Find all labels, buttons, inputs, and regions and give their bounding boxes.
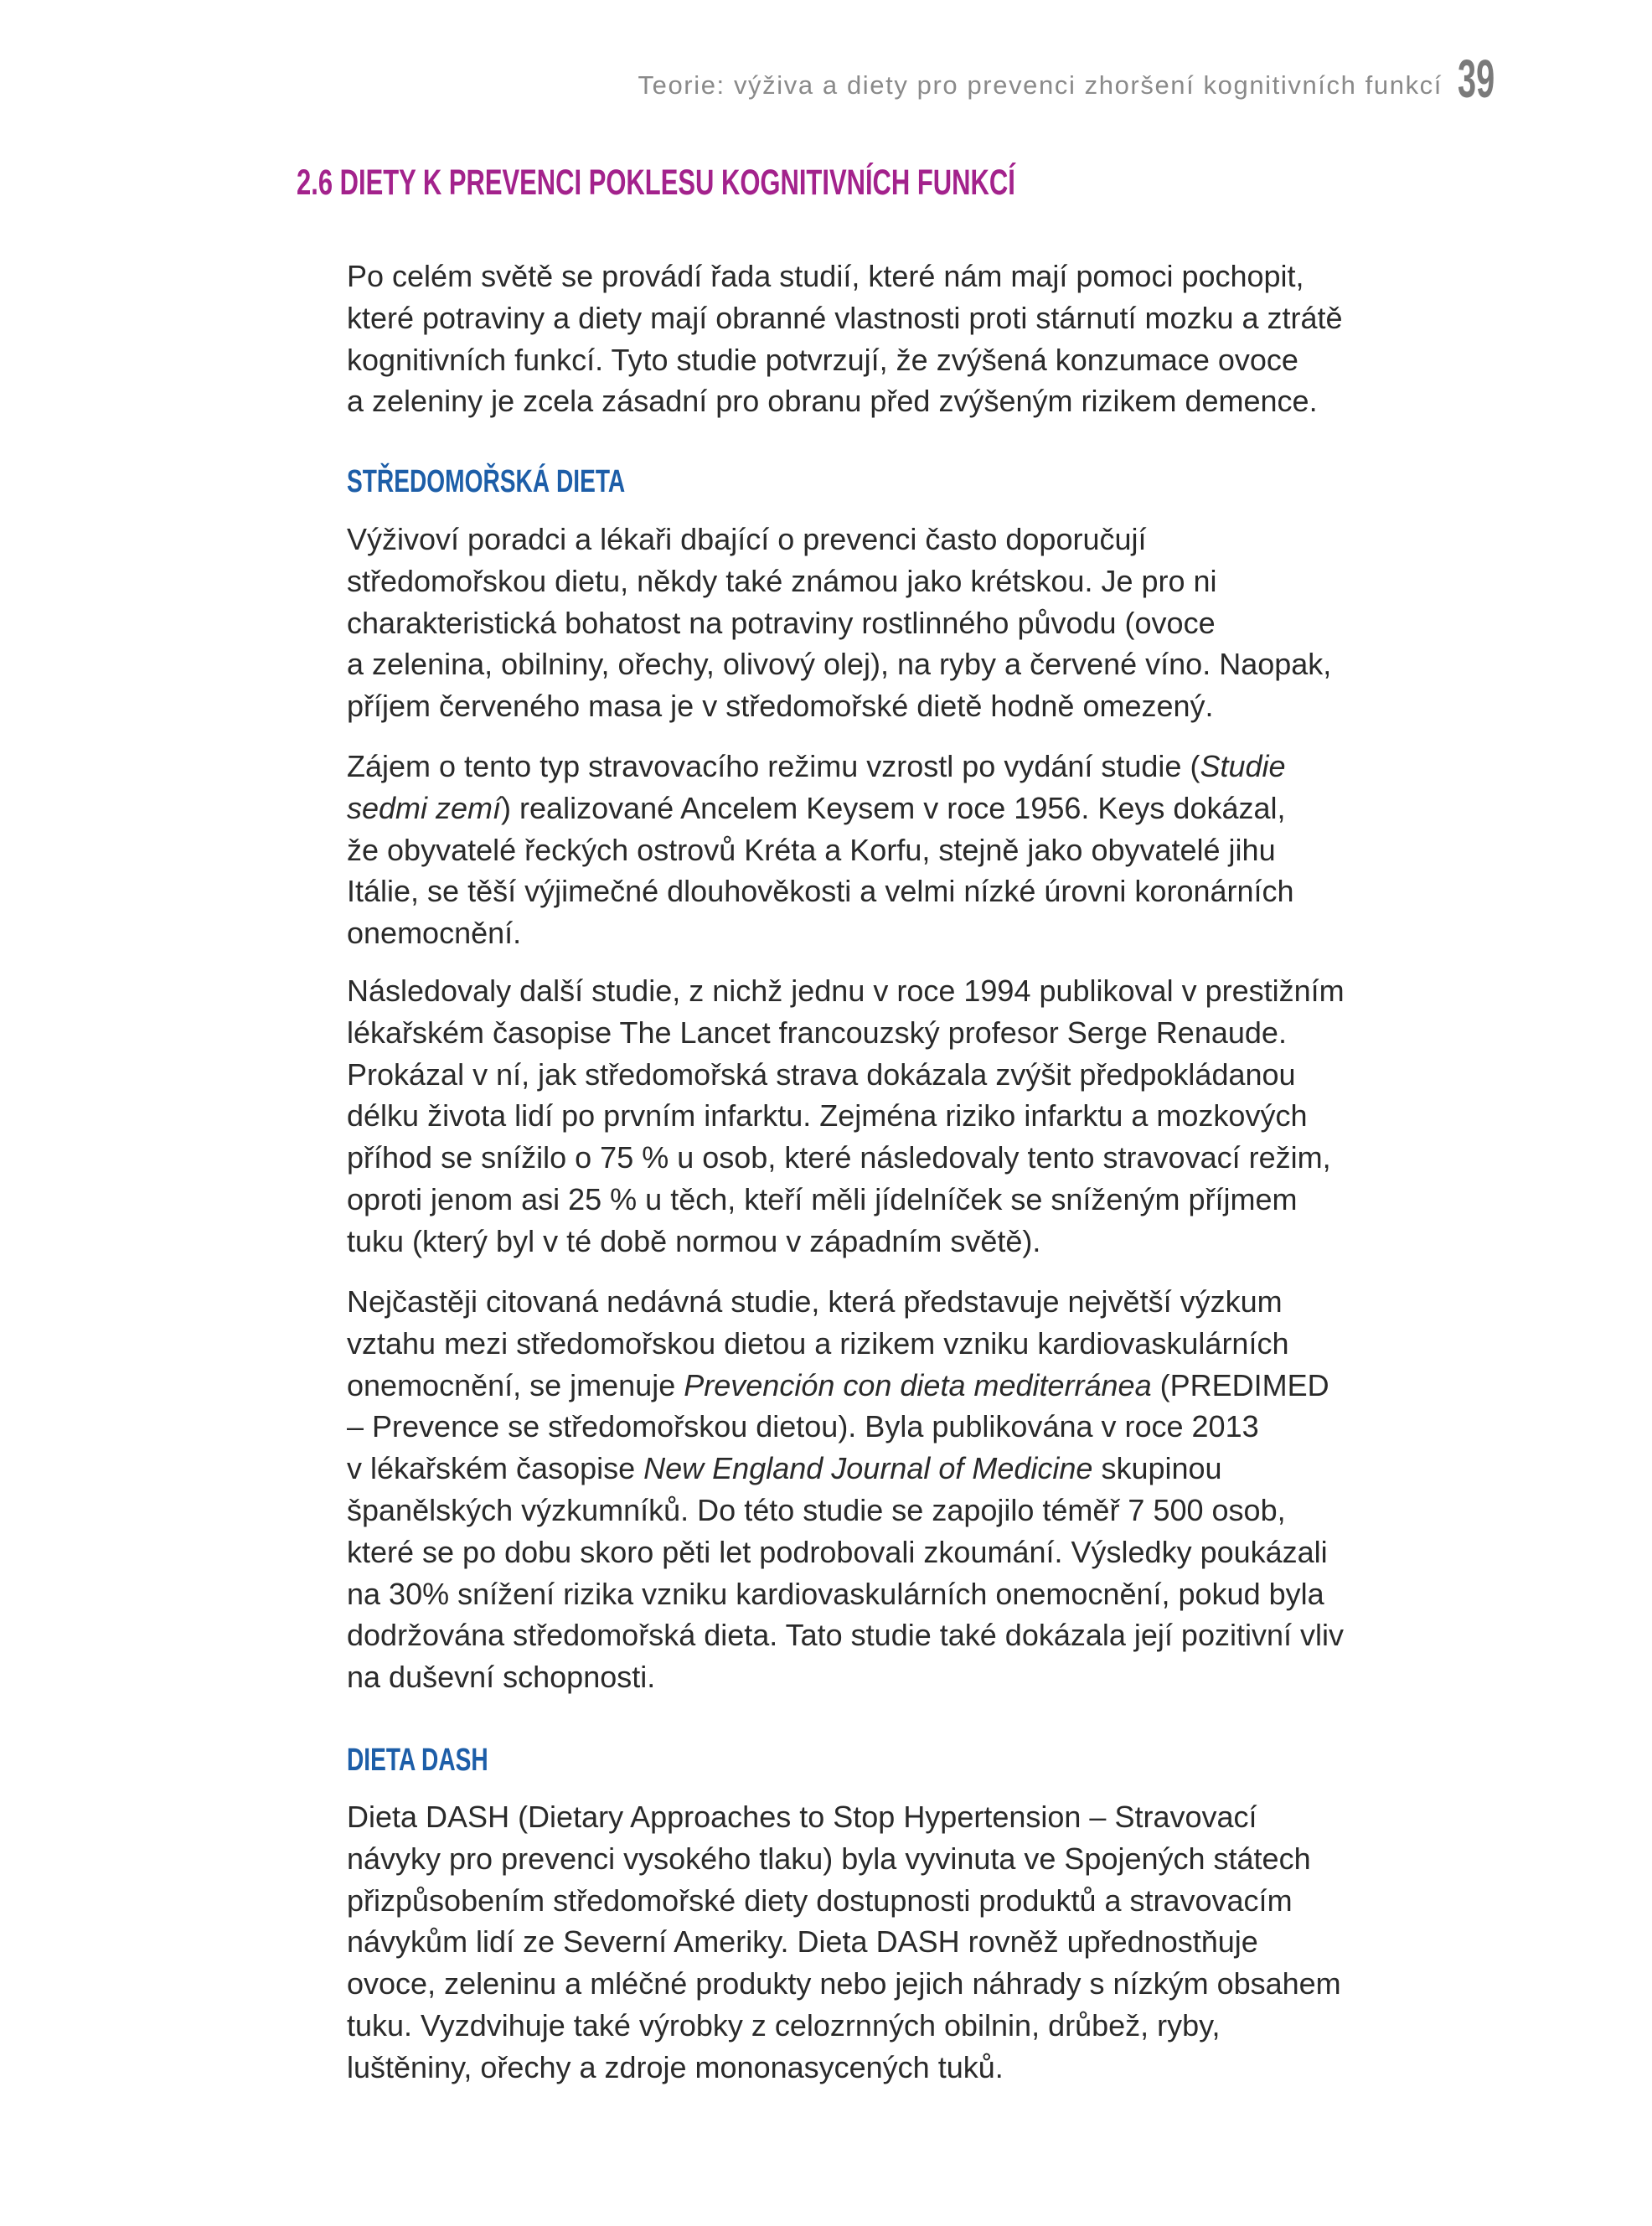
text-run: skupinou xyxy=(1092,1451,1222,1486)
text-run: Prokázal v ní, jak středomořská strava dokázala zvýšit předpokládanou xyxy=(347,1056,1296,1092)
text-run: Dieta DASH (Dietary Approaches to Stop Hypertension – Stravovací xyxy=(347,1800,1257,1834)
text-run: Itálie, se těší výjimečné dlouhověkosti a velmi nízké úrovni koronárních xyxy=(347,874,1294,909)
text-line xyxy=(347,643,1331,685)
text-run: Po celém světě se provádí řada studií, které nám mají pomoci pochopit, xyxy=(347,259,1304,293)
text-run: lékařském časopise The Lancet francouzský profesor Serge Renaude. xyxy=(347,1015,1287,1050)
text-line xyxy=(347,519,1331,560)
text-run: Následovaly další studie, z nichž jednu v roce 1994 publikoval v prestižním xyxy=(347,974,1345,1008)
text-run: oproti jenom asi 25 % u těch, kteří měli jídelníček se sníženým příjmem xyxy=(347,1181,1298,1216)
text-line xyxy=(347,1838,1341,1880)
page-number: 39 xyxy=(1458,49,1495,109)
text-run: a zeleniny je zcela zásadní pro obranu před zvýšeným rizikem demence. xyxy=(347,384,1318,419)
text-line xyxy=(347,256,1343,297)
text-line xyxy=(347,788,1294,829)
text-line xyxy=(347,1448,1344,1490)
text-line xyxy=(347,1179,1345,1221)
text-run: onemocnění. xyxy=(347,916,522,951)
text-line xyxy=(347,1880,1341,1922)
text-run: kognitivních funkcí. Tyto studie potvrzují, že zvýšená konzumace ovoce xyxy=(347,342,1298,377)
text-run: luštěniny, ořechy a zdroje mononasycených tuků. xyxy=(347,2049,1004,2084)
text-run: tuku. Vyzdvihuje také výrobky z celozrnných obilnin, drůbež, ryby, xyxy=(347,2007,1221,2043)
text-line xyxy=(347,1012,1345,1054)
italic-text: Studie xyxy=(1200,749,1286,783)
text-line xyxy=(347,1221,1345,1263)
running-header: Teorie: výživa a diety pro prevenci zhoršení kognitivních funkcí xyxy=(638,70,1443,100)
text-run: ovoce, zeleninu a mléčné produkty nebo jejich náhrady s nízkým obsahem xyxy=(347,1966,1341,2001)
section-title: 2.6 DIETY K PREVENCI POKLESU KOGNITIVNÍCH FUNKCÍ xyxy=(297,163,1015,203)
paragraph-mediterranean-2 xyxy=(347,746,1294,954)
text-line xyxy=(347,1614,1344,1656)
paragraph-mediterranean-4 xyxy=(347,1281,1344,1698)
text-line xyxy=(347,602,1331,644)
text-line xyxy=(347,560,1331,602)
text-line xyxy=(347,1365,1344,1407)
text-line xyxy=(347,1281,1344,1323)
text-line xyxy=(347,970,1345,1012)
text-run: středomořskou dietu, někdy také známou jako krétskou. Je pro ni xyxy=(347,563,1217,598)
paragraph-mediterranean-1 xyxy=(347,519,1331,727)
text-run: v lékařském časopise xyxy=(347,1451,644,1486)
text-run: na duševní schopnosti. xyxy=(347,1660,656,1695)
text-line xyxy=(347,1054,1345,1096)
italic-text: New England Journal of Medicine xyxy=(643,1451,1093,1486)
text-line xyxy=(347,1406,1344,1448)
text-run: vztahu mezi středomořskou dietou a rizikem vzniku kardiovaskulárních xyxy=(347,1325,1289,1361)
text-line xyxy=(347,1095,1345,1137)
text-run: Nejčastěji citovaná nedávná studie, která představuje největší výzkum xyxy=(347,1284,1283,1319)
text-line xyxy=(347,746,1294,788)
text-line xyxy=(347,829,1294,871)
text-run: příhod se snížilo o 75 % u osob, které následovaly tento stravovací režim, xyxy=(347,1140,1331,1175)
text-line xyxy=(347,1531,1344,1573)
text-run: návyky pro prevenci vysokého tlaku) byla vyvinuta ve Spojených státech xyxy=(347,1841,1311,1876)
text-run: přizpůsobením středomořské diety dostupnosti produktů a stravovacím xyxy=(347,1883,1293,1918)
text-line xyxy=(347,1963,1341,2005)
text-line xyxy=(347,1137,1345,1179)
text-line xyxy=(347,1921,1341,1963)
text-line xyxy=(347,2047,1341,2089)
text-line xyxy=(347,297,1343,339)
text-run: a zelenina, obilniny, ořechy, olivový olej), na ryby a červené víno. Naopak, xyxy=(347,647,1332,682)
text-line xyxy=(347,339,1343,381)
text-run: návykům lidí ze Severní Ameriky. Dieta DASH rovněž upřednostňuje xyxy=(347,1924,1258,1960)
text-line xyxy=(347,1323,1344,1365)
text-run: tuku (který byl v té době normou v západním světě). xyxy=(347,1223,1041,1258)
text-run: na 30% snížení rizika vzniku kardiovaskulárních onemocnění, pokud byla xyxy=(347,1576,1324,1611)
italic-text: Prevención con dieta mediterránea xyxy=(684,1367,1152,1402)
subheading-dash-diet: DIETA DASH xyxy=(347,1743,488,1778)
text-line xyxy=(347,1796,1341,1838)
text-run: španělských výzkumníků. Do této studie se zapojilo téměř 7 500 osob, xyxy=(347,1492,1286,1527)
italic-text: sedmi zemí xyxy=(347,790,502,825)
text-run: délku života lidí po prvním infarktu. Zejména riziko infarktu a mozkových xyxy=(347,1098,1308,1134)
text-run: Zájem o tento typ stravovacího režimu vzrostl po vydání studie ( xyxy=(347,749,1200,783)
text-line xyxy=(347,380,1343,422)
text-run: že obyvatelé řeckých ostrovů Kréta a Korfu, stejně jako obyvatelé jihu xyxy=(347,832,1276,867)
text-run: které potraviny a diety mají obranné vlastnosti proti stárnutí mozku a ztrátě xyxy=(347,300,1343,335)
text-run: příjem červeného masa je v středomořské dietě hodně omezený. xyxy=(347,689,1214,724)
text-line xyxy=(347,1573,1344,1615)
paragraph-mediterranean-3 xyxy=(347,970,1345,1263)
text-line xyxy=(347,1656,1344,1698)
text-line xyxy=(347,2005,1341,2047)
text-run: onemocnění, se jmenuje xyxy=(347,1367,684,1402)
subheading-mediterranean-diet: STŘEDOMOŘSKÁ DIETA xyxy=(347,464,626,499)
text-run: Výživoví poradci a lékaři dbající o prevenci často doporučují xyxy=(347,522,1147,556)
text-run: – Prevence se středomořskou dietou). Byla publikována v roce 2013 xyxy=(347,1409,1259,1444)
text-run: dodržována středomořská dieta. Tato studie také dokázala její pozitivní vliv xyxy=(347,1618,1344,1653)
text-line xyxy=(347,685,1331,727)
text-run: charakteristická bohatost na potraviny rostlinného původu (ovoce xyxy=(347,605,1216,640)
text-run: které se po dobu skoro pěti let podrobovali zkoumání. Výsledky poukázali xyxy=(347,1534,1328,1569)
paragraph-intro xyxy=(347,256,1343,422)
text-line xyxy=(347,870,1294,912)
text-run: (PREDIMED xyxy=(1151,1367,1329,1402)
text-line xyxy=(347,1490,1344,1531)
paragraph-dash xyxy=(347,1796,1341,2089)
text-line xyxy=(347,912,1294,954)
text-run: ) realizované Ancelem Keysem v roce 1956. Keys dokázal, xyxy=(501,790,1286,825)
